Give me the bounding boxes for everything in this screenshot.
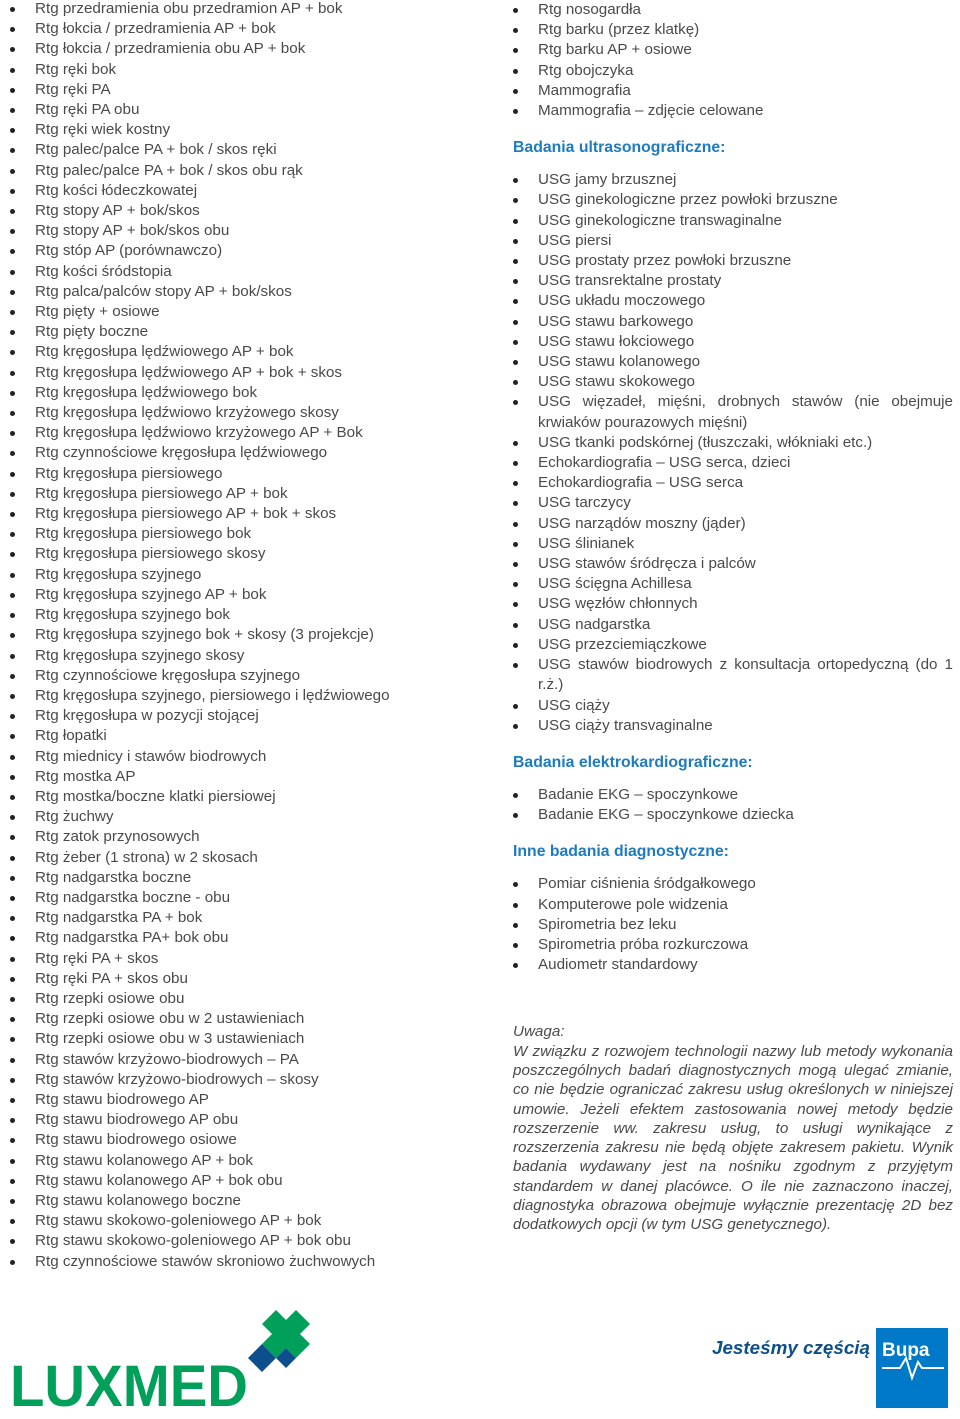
rtg-item: Rtg nadgarstka PA + bok <box>10 908 470 928</box>
diagnostic-item: Spirometria próba rozkurczowa <box>513 935 953 955</box>
ekg-item: Badanie EKG – spoczynkowe <box>513 785 953 805</box>
diagnostic-item: Audiometr standardowy <box>513 955 953 975</box>
usg-item: USG piersi <box>513 231 953 251</box>
rtg-item: Rtg kręgosłupa szyjnego, piersiowego i lędźwiowego <box>10 686 470 706</box>
usg-heading: Badania ultrasonograficzne: <box>513 139 726 157</box>
rtg-item: Rtg nadgarstka PA+ bok obu <box>10 928 470 948</box>
rtg-item: Rtg stawu biodrowego AP obu <box>10 1110 470 1130</box>
rtg-item: Rtg barku AP + osiowe <box>513 40 953 60</box>
rtg-item: Rtg nadgarstka boczne <box>10 868 470 888</box>
rtg-item: Rtg łokcia / przedramienia AP + bok <box>10 19 470 39</box>
rtg-item: Rtg rzepki osiowe obu <box>10 989 470 1009</box>
rtg-item: Rtg kręgosłupa szyjnego <box>10 565 470 585</box>
usg-item: USG stawu łokciowego <box>513 332 953 352</box>
rtg-item: Rtg kręgosłupa szyjnego AP + bok <box>10 585 470 605</box>
footer <box>0 1300 960 1414</box>
usg-item: USG ciąży transvaginalne <box>513 716 953 736</box>
rtg-item: Rtg ręki wiek kostny <box>10 120 470 140</box>
usg-item: USG ciąży <box>513 696 953 716</box>
rtg-item: Rtg stawu kolanowego boczne <box>10 1191 470 1211</box>
rtg-item: Rtg stawu biodrowego AP <box>10 1090 470 1110</box>
rtg-item: Rtg stopy AP + bok/skos <box>10 201 470 221</box>
rtg-item: Rtg pięty boczne <box>10 322 470 342</box>
rtg-item: Rtg stawu skokowo-goleniowego AP + bok obu <box>10 1231 470 1251</box>
rtg-item: Rtg nadgarstka boczne - obu <box>10 888 470 908</box>
slogan-text: Jesteśmy częścią <box>712 1338 870 1358</box>
ekg-item: Badanie EKG – spoczynkowe dziecka <box>513 805 953 825</box>
diagnostic-item: Komputerowe pole widzenia <box>513 895 953 915</box>
rtg-item: Rtg mostka AP <box>10 767 470 787</box>
rtg-item: Rtg czynnościowe kręgosłupa lędźwiowego <box>10 443 470 463</box>
usg-item: USG transrektalne prostaty <box>513 271 953 291</box>
rtg-item: Rtg kręgosłupa piersiowego <box>10 464 470 484</box>
usg-item: USG ginekologiczne przez powłoki brzuszne <box>513 190 953 210</box>
usg-item: USG stawów biodrowych z konsultacja ortopedyczną (do 1 r.ż.) <box>513 655 953 695</box>
usg-list <box>513 170 953 736</box>
rtg-item: Rtg palec/palce PA + bok / skos ręki <box>10 140 470 160</box>
diagnostic-item: Pomiar ciśnienia śródgałkowego <box>513 874 953 894</box>
rtg-item: Rtg kręgosłupa lędźwiowego AP + bok <box>10 342 470 362</box>
rtg-item: Rtg kręgosłupa piersiowego bok <box>10 524 470 544</box>
rtg-list <box>10 0 470 1272</box>
rtg-item: Rtg żuchwy <box>10 807 470 827</box>
usg-item: USG tkanki podskórnej (tłuszczaki, włókniaki etc.) <box>513 433 953 453</box>
ekg-list <box>513 785 953 825</box>
usg-item: USG układu moczowego <box>513 291 953 311</box>
luxmed-logo <box>10 1310 310 1414</box>
usg-item: USG przezciemiączkowe <box>513 635 953 655</box>
rtg-item: Rtg palca/palców stopy AP + bok/skos <box>10 282 470 302</box>
usg-item: USG stawów śródręcza i palców <box>513 554 953 574</box>
usg-item: USG ślinianek <box>513 534 953 554</box>
note-text: W związku z rozwojem technologii nazwy lub metody wykonania poszczególnych badań diagnostycznych mogą ulegać zmianie, co nie będzie ograniczać zakresu usług określonych w niniejszej umowie. Jeżeli efektem zastosowania nowej metody będzie rozszerzenie ww. zakresu usług, to usługi wynikające z rozszerzenia zakresu nie będą objęte zakresem pakietu. Wynik badania wydawany jest na nośniku zgodnym z przyjętym standardem w danej placówce. O ile nie zaznaczono inaczej, diagnostyka obrazowa obejmuje wyłącznie prezentację 2D bez dodatkowych opcji (w tym USG genetycznego). <box>513 1042 953 1234</box>
usg-item: USG nadgarstka <box>513 615 953 635</box>
rtg-item: Rtg kręgosłupa lędźwiowo krzyżowego skosy <box>10 403 470 423</box>
right-column <box>513 0 953 1235</box>
other-heading: Inne badania diagnostyczne: <box>513 843 729 861</box>
diagnostic-item: Spirometria bez leku <box>513 915 953 935</box>
usg-item: Echokardiografia – USG serca <box>513 473 953 493</box>
usg-item: USG prostaty przez powłoki brzuszne <box>513 251 953 271</box>
usg-item: USG stawu kolanowego <box>513 352 953 372</box>
rtg-item: Rtg kręgosłupa lędźwiowo krzyżowego AP + Bok <box>10 423 470 443</box>
usg-item: USG więzadeł, mięśni, drobnych stawów (nie obejmuje krwiaków pourazowych mięśni) <box>513 392 953 432</box>
usg-item: USG jamy brzusznej <box>513 170 953 190</box>
rtg-item: Rtg przedramienia obu przedramion AP + bok <box>10 0 470 19</box>
usg-item: USG stawu barkowego <box>513 312 953 332</box>
usg-item: USG ginekologiczne transwaginalne <box>513 211 953 231</box>
rtg-item: Rtg nosogardła <box>513 0 953 20</box>
rtg-item: Rtg kręgosłupa lędźwiowego bok <box>10 383 470 403</box>
other-diagnostics-list <box>513 874 953 975</box>
rtg-item: Rtg kręgosłupa szyjnego bok + skosy (3 projekcje) <box>10 625 470 645</box>
rtg-item: Rtg ręki PA + skos obu <box>10 969 470 989</box>
usg-item: USG narządów moszny (jąder) <box>513 514 953 534</box>
usg-item: USG węzłów chłonnych <box>513 594 953 614</box>
rtg-item: Rtg palec/palce PA + bok / skos obu rąk <box>10 161 470 181</box>
rtg-item: Rtg stawu kolanowego AP + bok obu <box>10 1171 470 1191</box>
rtg-item: Rtg miednicy i stawów biodrowych <box>10 747 470 767</box>
rtg-item: Mammografia <box>513 81 953 101</box>
footer-logos <box>0 1300 960 1414</box>
usg-item: USG tarczycy <box>513 493 953 513</box>
rtg-item: Rtg barku (przez klatkę) <box>513 20 953 40</box>
rtg-item: Rtg stawu biodrowego osiowe <box>10 1130 470 1150</box>
rtg-item: Rtg kręgosłupa szyjnego skosy <box>10 646 470 666</box>
rtg-item: Rtg stawu skokowo-goleniowego AP + bok <box>10 1211 470 1231</box>
luxmed-logo-text: LUXMED <box>10 1354 248 1414</box>
rtg-item: Rtg zatok przynosowych <box>10 827 470 847</box>
rtg-list-continued <box>513 0 953 121</box>
rtg-item: Rtg kręgosłupa piersiowego skosy <box>10 544 470 564</box>
ekg-heading: Badania elektrokardiograficzne: <box>513 753 753 771</box>
rtg-item: Rtg kręgosłupa piersiowego AP + bok <box>10 484 470 504</box>
rtg-item: Rtg stopy AP + bok/skos obu <box>10 221 470 241</box>
luxmed-cross-icon <box>248 1310 310 1372</box>
usg-item: Echokardiografia – USG serca, dzieci <box>513 453 953 473</box>
note <box>513 1022 953 1234</box>
rtg-item: Rtg mostka/boczne klatki piersiowej <box>10 787 470 807</box>
rtg-item: Rtg czynnościowe stawów skroniowo żuchwowych <box>10 1252 470 1272</box>
rtg-item: Rtg ręki PA obu <box>10 100 470 120</box>
rtg-item: Rtg czynnościowe kręgosłupa szyjnego <box>10 666 470 686</box>
rtg-item: Rtg stawów krzyżowo-biodrowych – skosy <box>10 1070 470 1090</box>
rtg-item: Rtg kręgosłupa piersiowego AP + bok + skos <box>10 504 470 524</box>
rtg-item: Rtg rzepki osiowe obu w 2 ustawieniach <box>10 1009 470 1029</box>
note-title: Uwaga: <box>513 1023 565 1041</box>
usg-item: USG ścięgna Achillesa <box>513 574 953 594</box>
rtg-item: Rtg stawów krzyżowo-biodrowych – PA <box>10 1050 470 1070</box>
left-column <box>10 0 470 1272</box>
rtg-item: Rtg kości śródstopia <box>10 262 470 282</box>
rtg-item: Rtg ręki PA <box>10 80 470 100</box>
rtg-item: Rtg łokcia / przedramienia obu AP + bok <box>10 39 470 59</box>
rtg-item: Rtg kręgosłupa w pozycji stojącej <box>10 706 470 726</box>
rtg-item: Rtg kręgosłupa szyjnego bok <box>10 605 470 625</box>
rtg-item: Mammografia – zdjęcie celowane <box>513 101 953 121</box>
rtg-item: Rtg rzepki osiowe obu w 3 ustawieniach <box>10 1029 470 1049</box>
rtg-item: Rtg ręki bok <box>10 60 470 80</box>
rtg-item: Rtg kręgosłupa lędźwiowego AP + bok + skos <box>10 363 470 383</box>
rtg-item: Rtg pięty + osiowe <box>10 302 470 322</box>
rtg-item: Rtg żeber (1 strona) w 2 skosach <box>10 848 470 868</box>
rtg-item: Rtg łopatki <box>10 726 470 746</box>
rtg-item: Rtg stawu kolanowego AP + bok <box>10 1151 470 1171</box>
rtg-item: Rtg obojczyka <box>513 61 953 81</box>
rtg-item: Rtg ręki PA + skos <box>10 949 470 969</box>
rtg-item: Rtg stóp AP (porównawczo) <box>10 241 470 261</box>
usg-item: USG stawu skokowego <box>513 372 953 392</box>
rtg-item: Rtg kości łódeczkowatej <box>10 181 470 201</box>
bupa-logo-text: Bupa <box>882 1340 930 1361</box>
bupa-logo <box>876 1328 948 1408</box>
